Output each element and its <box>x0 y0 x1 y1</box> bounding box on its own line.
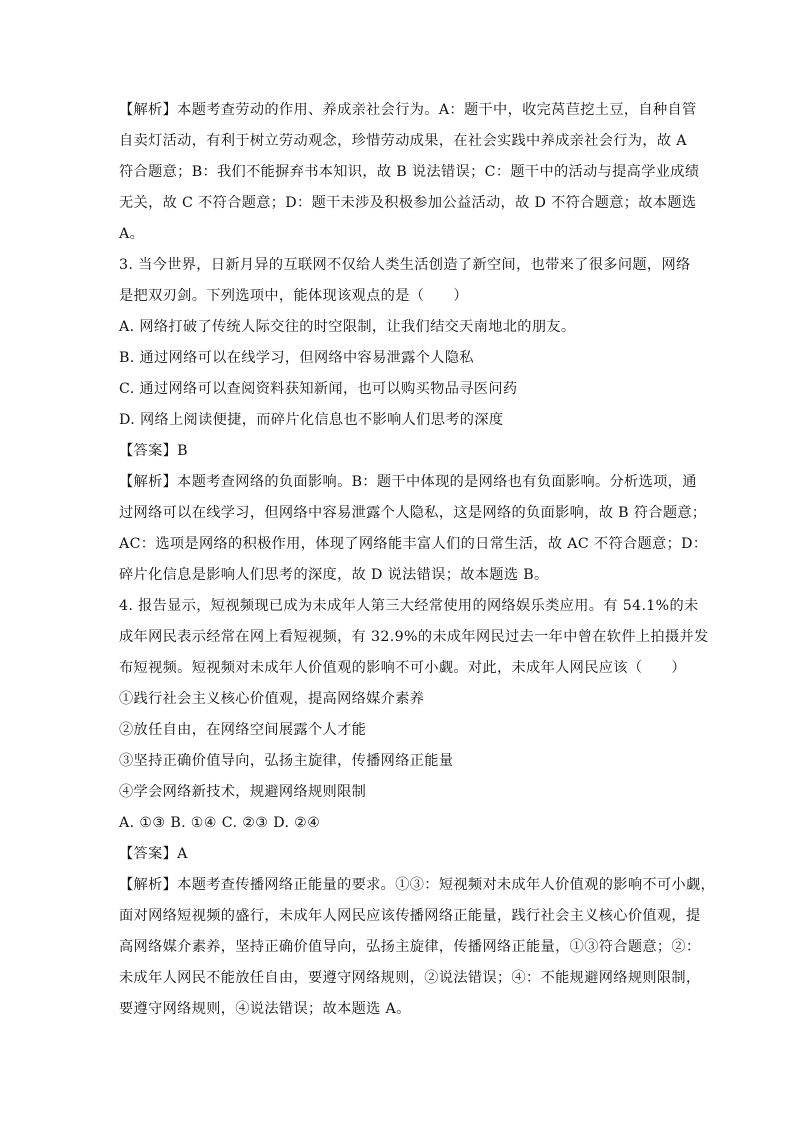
option-b: B. 通过网络可以在线学习，但网络中容易泄露个人隐私 <box>119 350 474 366</box>
option-c: C. 通过网络可以查阅资料获知新闻，也可以购买物品寻医问药 <box>119 381 518 397</box>
text-line: 无关，故 C 不符合题意；D：题干未涉及积极参加公益活动，故 D 不符合题意；故本题选 <box>119 195 697 211</box>
text-line: 高网络媒介素养，坚持正确价值导向，弘扬主旋律，传播网络正能量，①③符合题意；②： <box>119 939 701 955</box>
q3-analysis <box>119 467 708 591</box>
text-line: 【解析】本题考查劳动的作用、养成亲社会行为。A：题干中，收完莴苣挖土豆，自种自管 <box>119 102 697 118</box>
option-d: D. 网络上阅读便捷，而碎片化信息也不影响人们思考的深度 <box>119 412 504 428</box>
text-line: 【解析】本题考查网络的负面影响。B：题干中体现的是网络也有负面影响。分析选项，通 <box>119 474 697 490</box>
q2-analysis <box>119 95 700 250</box>
statement-2: ②放任自由，在网络空间展露个人才能 <box>119 722 367 738</box>
text-line: 成年网民表示经常在网上看短视频，有 32.9%的未成年网民过去一年中曾在软件上拍摄并发 <box>119 629 709 645</box>
answer-line: 【答案】A <box>119 846 188 862</box>
text-line: AC：选项是网络的积极作用，体现了网络能丰富人们的日常生活，故 AC 不符合题意；D： <box>119 536 708 552</box>
text-line: 面对网络短视频的盛行，未成年人网民应该传播网络正能量，践行社会主义核心价值观，提 <box>119 908 701 924</box>
q4-options <box>119 808 674 839</box>
option-a: A. 网络打破了传统人际交往的时空限制，让我们结交天南地北的朋友。 <box>119 319 576 335</box>
text-line: 是把双刃剑。下列选项中，能体现该观点的是（ ） <box>119 288 468 304</box>
text-line: 4. 报告显示，短视频现已成为未成年人第三大经常使用的网络娱乐类应用。有 54.1%的未 <box>119 598 699 614</box>
text-line: 3. 当今世界，日新月异的互联网不仅给人类生活创造了新空间，也带来了很多问题，网络 <box>119 257 691 273</box>
text-line: A。 <box>119 226 145 242</box>
q3-stem <box>119 250 691 312</box>
statement-3: ③坚持正确价值导向，弘扬主旋律，传播网络正能量 <box>119 753 454 769</box>
statement-1: ①践行社会主义核心价值观，提高网络媒介素养 <box>119 691 425 707</box>
text-line: 布短视频。短视频对未成年人价值观的影响不可小觑。对此，未成年人网民应该（ ） <box>119 660 686 676</box>
q4-statements <box>119 684 674 808</box>
answer-line: 【答案】B <box>119 443 188 459</box>
q4-stem <box>119 591 709 684</box>
q3-options <box>119 312 674 436</box>
text-line: 碎片化信息是影响人们思考的深度，故 D 说法错误；故本题选 B。 <box>119 567 549 583</box>
text-line: 要遵守网络规则，④说法错误；故本题选 A。 <box>119 1001 411 1017</box>
q3-answer <box>119 436 674 467</box>
text-line: 【解析】本题考查传播网络正能量的要求。①③：短视频对未成年人价值观的影响不可小觑， <box>119 877 716 893</box>
statement-4: ④学会网络新技术，规避网络规则限制 <box>119 784 367 800</box>
q4-analysis <box>119 870 716 1025</box>
text-line: 未成年人网民不能放任自由，要遵守网络规则，②说法错误；④：不能规避网络规则限制， <box>119 970 701 986</box>
text-line: 过网络可以在线学习，但网络中容易泄露个人隐私，这是网络的负面影响，故 B 符合题意； <box>119 505 707 521</box>
text-line: 符合题意；B：我们不能摒弃书本知识，故 B 说法错误；C：题干中的活动与提高学业成绩 <box>119 164 700 180</box>
text-line: 自卖灯活动，有利于树立劳动观念，珍惜劳动成果，在社会实践中养成亲社会行为，故 A <box>119 133 687 149</box>
q4-answer <box>119 839 674 870</box>
options-line: A. ①③ B. ①④ C. ②③ D. ②④ <box>119 815 321 831</box>
